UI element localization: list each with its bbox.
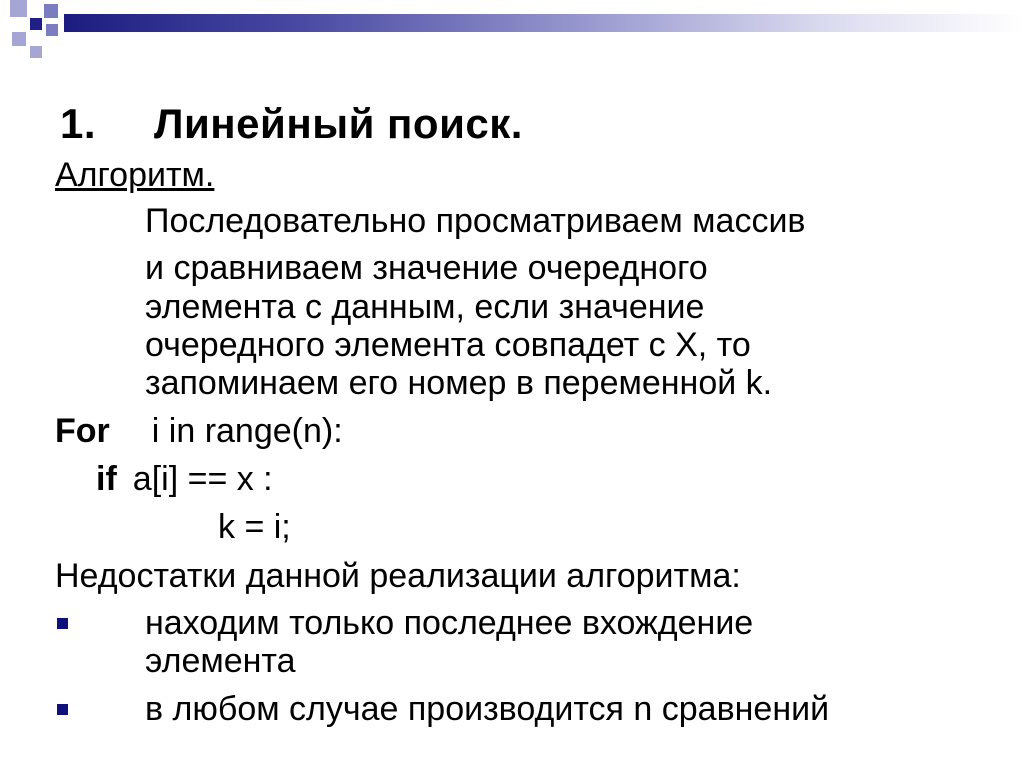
description-line: Последовательно просматриваем массив <box>145 202 806 240</box>
code-for-line <box>55 412 343 450</box>
title-number: 1. <box>60 100 97 147</box>
deco-square <box>30 46 42 58</box>
header-gradient-bar <box>64 14 1024 32</box>
drawback-text: находим только последнее вхождение <box>145 604 754 642</box>
if-body: a[i] == x : <box>132 460 273 498</box>
deco-square <box>12 32 26 46</box>
deco-square <box>10 0 27 17</box>
drawbacks-heading: Недостатки данной реализации алгоритма: <box>55 557 741 595</box>
title-text: Линейный поиск. <box>154 100 523 147</box>
if-keyword: if <box>96 460 117 498</box>
for-body: i in range(n): <box>151 412 343 450</box>
deco-square <box>46 24 58 36</box>
description-line: очередного элемента совпадет с X, то <box>145 326 751 364</box>
drawback-text: элемента <box>145 642 296 680</box>
description-line: элемента с данным, если значение <box>145 288 705 326</box>
for-keyword: For <box>55 412 110 450</box>
code-assign-line: k = i; <box>218 508 291 546</box>
square-bullet-icon <box>57 704 68 715</box>
algorithm-label: Алгоритм. <box>55 156 215 194</box>
description-line: и сравниваем значение очередного <box>145 249 708 287</box>
square-bullet-icon <box>57 618 68 629</box>
deco-square <box>44 4 58 18</box>
slide-title <box>60 100 523 148</box>
description-line: запоминаем его номер в переменной k. <box>145 364 773 402</box>
drawback-text: в любом случае производится n сравнений <box>145 690 830 728</box>
code-if-line <box>96 460 273 498</box>
deco-square <box>30 18 42 30</box>
